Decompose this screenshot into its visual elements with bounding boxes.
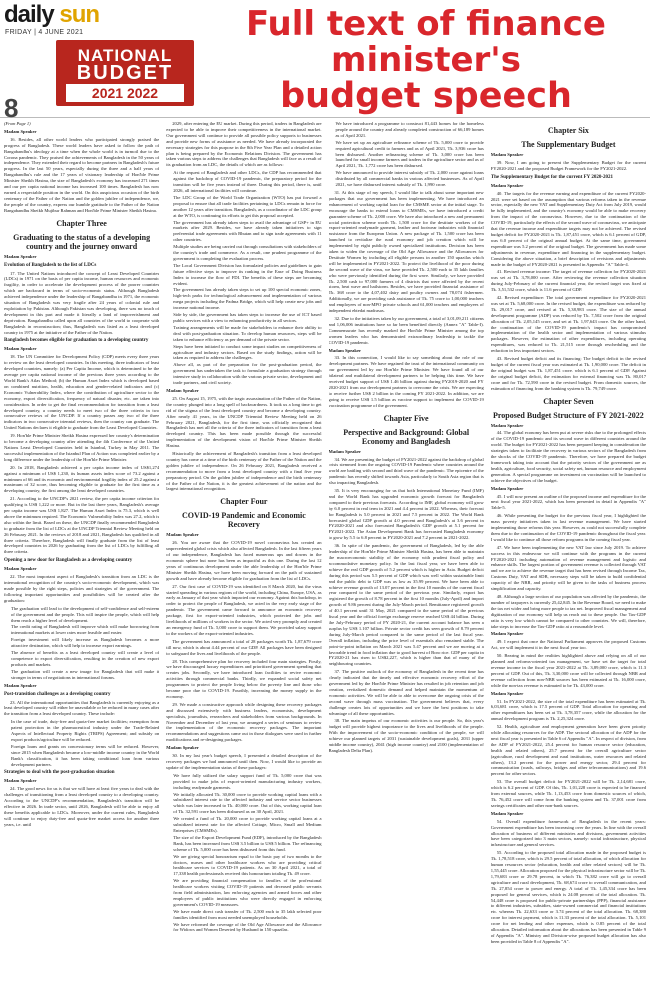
logo-sun: sun (59, 1, 100, 28)
paragraph: 32. Due to the initiatives taken by our government, a total of 3,01,09,211 citizens and 1,06,006 institutions have so far been benefited directly (Annex "A" Table-I). Commensurate has recently marked the Hon'ble Prime Minister among the top women leaders who has demonstrated extraordinary leadership to tackle the COVID-19 pandemic. (328, 316, 484, 345)
bullet-list (166, 773, 321, 934)
bullet-item: • At the request of Bangladesh and other LDCs, the CDP has recommended that against the backdrop of COVID-19 pandemic, the preparatory period for the transition will be five years instead of three. During this period, there is, until 2026, all international facilities will continue. (173, 170, 321, 194)
chapter-heading: Graduating to the status of a developing country and the journey onward (13, 232, 151, 251)
speaker-label: Madam Speaker (490, 152, 524, 157)
paragraph: 40. The targets for the revenue earning and expenditure of the current FY2020-2021 were set based on the assumption that various reforms taken in the revenue sector, especially the new VAT and Supplementary Duty Act from July 2019, would be fully implemented, and the country's economy would be able to make recovery from the impact of the coronavirus. However, due to the continuation of the COVID-19, particularly the effects of the second wave of coronavirus, we anticipate that the revenue income and expenditure targets may not be achieved. The revised budget deficit for FY2020-2021 is Tk. 1,87,451 crore, which is 6.1 percent of GDP, was 6.0 percent of the original annual budget. At the same time, government expenditure was 5.2 percent of the original budget. The government has made some adjustments in revenue, expenditure and financing in the supplementary budget. Considering the above situation, a brief description of revisions and adjustments made in the budget of FY2020-2021 is presented in Appendix "A" Table-4. (490, 190, 646, 267)
paragraph: 29. We made a constructive approach while designing these recovery packages and discussed extensively with business leaders, economists, development specialists, journalists, researchers and stakeholders from various backgrounds. In November and December of last year, we arranged a series of seminars to review the implementation of the economic recovery packages. The important recommendations and suggestions came out in those dialogues were used in further modifications and re-designing packages. (166, 701, 322, 743)
section-heading: Bangladesh becomes eligible for graduation to a developing country (4, 338, 149, 344)
chapter-heading: Chapter Seven (543, 396, 594, 406)
bullet-item: • We have made direct cash transfer of Tk. 2,500 each to 35 lakh selected poor families identified from most needed unemployed households. (173, 909, 321, 921)
paragraph: 47. We have been implementing the new VAT law since July 2019. To achieve success in this endeavour we will continue with the programs in the current FY2020-2021 including automation of revenue management and logistic and enhance skills. The largest portion of government revenue is collected through VAT and we are to achieve the revenue target that has been revised through Income Tax, Customs Duty, VAT and SDB, necessary steps will be taken to build confidential capacity of the NBR, and priority will be given to the tasks of business process simplification and capacity. (490, 544, 646, 592)
badge-national: NATIONAL (77, 46, 173, 65)
badge-year: 2021 2022 (66, 84, 184, 102)
bullet-list (329, 121, 484, 188)
bullet-item: • We have fully utilized the salary support fund of Tk. 5,000 crore that was provided to make jobs of export-oriented manufacturing industry workers, including readymade garments. (173, 773, 321, 791)
speaker-label: Madam Speaker (4, 253, 37, 259)
section-heading: Post-transition challenges as a developing country (4, 691, 111, 697)
bullet-item: • Multiple studies are being carried out through consultations with stakeholders of the country's trade and commerce. As a result, one prudent programme of the government is completing the evaluation process. (173, 244, 321, 262)
dateline: FRIDAY | 4 JUNE 2021 (5, 29, 84, 36)
bullet-item: • Training arrangements will be made for stakeholders to enhance their ability to deal with post-graduation situation. To develop human resources, steps will be taken to enhance efficiency as per demand of the private sector. (173, 325, 321, 343)
section-heading: Opening a new door for Bangladesh as a developing country (4, 558, 133, 564)
bullet-item: • We created a fund of Tk. 20,000 crore to provide working capital loans at a subsidized interest rate for the affected Cottage, Micro, Small and Medium Enterprises (CMSMEs). (173, 816, 321, 834)
paragraph: 49. I expect that once the National Parliament approves the proposed Customs Act, we will implement it in the next fiscal year too. (490, 639, 646, 651)
paragraph: 20. In 2018, Bangladesh achieved a per capita income index of US$1,274 against a minimum of US$ 1,230, its human assets index score of 73.2 against a minimum of 66 and its economic and environmental fragility index of 25.2 against a maximum of 32 score, thus becoming eligible to graduate for the first time as a developing country, the first among the least developed countries. (4, 464, 160, 494)
paragraph: 28. This comprehensive plan for recovery included four main strategies. Firstly, we have discouraged luxury expenditures and prioritized government spending that creates jobs. Secondly, we have introduced loan facilities to revive economic activities through commercial banks. Thirdly, we expanded social safety net programmes to protect the people living below the poverty line and those who became poor due to COVID-19. Fourthly, increasing the money supply in the economy. (166, 658, 322, 699)
speaker-label: Madam Speaker (166, 745, 199, 751)
bullet-list (4, 719, 159, 767)
speaker-label: Madam Speaker (166, 387, 199, 393)
column-4 (491, 121, 646, 979)
column-3 (329, 121, 484, 979)
bullet-item: • We are giving special honorarium equal to the basic pay of two months to the doctors, nurses and other healthcare workers who are providing critical healthcare services to COVID-19 patients. As on 30 April 2021, a total of 17,338 health professionals received this honorarium totaling Tk. 49 crore. (173, 854, 321, 878)
headline-line2: budget speech (280, 76, 572, 116)
chapter-heading: Chapter Three (56, 218, 107, 228)
chapter-heading: Chapter Four (220, 497, 268, 507)
chapter-heading: COVID-19 Pandemic and Economic Recovery (181, 511, 306, 530)
chapter-heading: Perspective and Background: Global Economy and Bangladesh (343, 427, 470, 446)
paragraph: 35. It is very encouraging for us that both International Monetary Fund (IMF) and the World Bank has upgraded economic growth forecast for Bangladesh compared to their previous forecasts. According to IMF, global economy will grow by 6.0 percent in real term in 2021 and 4.4 percent in 2022. Whereas, their forecast for Bangladesh is 5.0 percent in 2021 and 7.5 percent in 2022. The World Bank forecasted global GDP growth at 4.0 percent and Bangladesh's at 3.6 percent in FY2020-2021 and also forecasted Bangladesh's GDP growth at 5.1 percent for FY2021-2022. The Asian Development Bank has forecasted Bangladesh economy to grow by 5.5 to 6.8 percent in FY2020-2021 and 7.2 percent in 2021-2022. (328, 488, 484, 541)
speaker-label: Madam Speaker (4, 346, 37, 352)
bullet-item: • Foreign loans and grants on concessionary terms will be reduced. However, since 2015 when Bangladesh became a low-middle income country in the World Bank's classification, it has been taking conditional loan from various development partners. (11, 744, 159, 768)
paragraph: Historically the achievement of Bangladesh's transition from a least developed country has come at a time of the birth centenary of the Father of the Nation and the golden jubilee of independence. On 26 February 2021, Bangladesh received a recommendation to move from a least developed country with a final five year preparatory period. On the golden jubilee of independence and the birth centenary of the Father of the Nation, it is the greatest achievement of the nation and the largest international recognition. (166, 451, 322, 492)
bullet-item: • The absence of benefits as a least developed country will create a level of competence to export diversification, resulting in the creation of new export products and markets. (11, 650, 159, 668)
speaker-label: Madam Speaker (490, 182, 524, 188)
bullet-item: • We have introduced a programme to construct 81,443 homes for the homeless people around the country and already completed construction of 66,189 homes as of April 2021. (336, 121, 484, 139)
bullet-item: • The size of the Export Development Fund (EDF), introduced by the Bangladesh Bank, has been increased from US$ 3.5 billion to US$ 5 billion. The refinancing scheme of Tk. 5,000 crore has been disbursed from this fund. (173, 835, 321, 853)
bullet-item: • The LDC Group of the World Trade Organization (WTO) has put forward a proposal to ensure that all trade facilities pertaining to LDCs remain in force for another 12 years after transition. Bangladesh, as a coordinator of the LDC group at the WTO, is continuing its efforts to get this proposal accepted. (173, 195, 321, 219)
speaker-label: Madam Speaker (490, 422, 524, 428)
bullet-item: • We initially allocated Tk. 30,000 crore to provide working capital loans with a subsidized interest rate to the affected industry and service sector businesses which was later increased to Tk. 40,000 crore. Out of this, working capital loan of Tk. 32,591 crore has been disbursed as on 30 April, 2021. (173, 792, 321, 816)
chapter-heading: Chapter Six (547, 126, 589, 135)
speaker-label: Madam Speaker (4, 682, 37, 688)
speaker-label: Madam Speaker (490, 631, 524, 637)
paragraph: 38. The main impetus of our economic activities is our people. So, this year's budget will provide highest importance to the lives and livelihoods of the people. With the improvement of the socio-economic condition of the people, we will achieve our planned targets of 2031 (sustainable development goals), 2031 (upper middle income country), 2041 (high income country) and 2100 (implementation of Bangladesh Delta Plan). (328, 718, 484, 753)
paragraph: 55. According to the proposed total allocation made in the proposed budget is Tk. 1,78,518 crore, which is 29.5 percent of total allocation, of which allocation for human resources sector (education, health and other related sectors) will be Tk. 1,55,445 crore. Allocation proposed for the physical infrastructure sector will be Tk. 1,79,683 crore or 29.78 percent, in which Tk. 76,382 crore will go to overall agriculture and rural development, Tk. 68,674 crore to overall communication, and Tk. 27,854 crore to power and energy. A total of Tk. 1,45,334 crore has been proposed for general services, which is 24.08 percent of the total allocation. Tk. 54,448 crore is proposed for public-private partnerships (PPP), financial assistance to different industries, subsidies, state-owned commercial and financial institutions etc. whereas Tk. 22,633 crore or 3.74 percent of the total allocation. Tk. 68,380 crore for interest payment, which is 11.33 percent of the total allocation. Tk. 5,101 crore for net lending and other expenses, which is 0.85 percent of the total allocation. Detailed information about the allocations has been presented in Table 9 of Appendix "A". Ministry and Division-wise proposed budget allocation has also been provided in Table 8 of Appendix "A". (490, 850, 646, 944)
bullet-item: • The graduation will lead to the development of self-confidence and self-esteem of the government and the people. This will inspire the people, which will help them reach a higher level of development. (11, 606, 159, 624)
paragraph: 22. The most important aspect of Bangladesh's transition from an LDC is the international recognition of the country's socio-economic development, which was made possible by the right steps, policies and strategies of the government. The following important opportunities and possibilities will be created after the graduation: (4, 574, 160, 603)
chapter-heading: Proposed Budget Structure of FY 2021-2022 (493, 410, 644, 420)
newspaper-logo[interactable] (4, 2, 99, 28)
speaker-label: Madam Speaker (4, 566, 37, 572)
paragraph: 54. Overall expenditure framework of Bangladesh in the recent years: Government expenditure has been increasing over the years. In line with the overall allocation of business of different ministries and divisions, government activities have been categorized into 3 main sectors, namely: social infrastructure, physical infrastructure and general services. (490, 818, 646, 848)
paragraph: 27. Our first case of COVID-19 was identified on 8 March 2020, but the virus started spreading in various regions of the world, including China, Europe, USA, as early as January of that year which impacted our economy. Against this backdrop, in order to protect the people of Bangladesh, we acted in the very early stage of the pandemic. The government came forward to announce an economic recovery package, first for export-oriented industries, which protected the jobs and livelihoods of millions of workers in the sector. We acted very promptly and created an emergency fund of Tk. 5,000 crore to support them. We provided salary support to the workers of the export-oriented industries. (166, 583, 322, 636)
section-heading: Strategies to deal with the post-graduation situation (4, 770, 115, 776)
bullet-item: • Steps have been initiated to conduct some impact studies on competitiveness of agriculture and industry sectors. Based on the study findings, action will be taken as required to address the challenges. (173, 344, 321, 362)
paragraph: 39. Now, I am going to present the Supplementary Budget for the current FY2020-2021 and the proposed Budget Framework for the FY2021-2022. (490, 159, 646, 171)
page-number: 8 (4, 93, 19, 123)
bullet-item: • Above all, as part of the preparation for the post-graduation period, the government has undertaken the task to formulate a graduation strategy through intensive study in collaboration with the various private sector, development and trade partners, and civil society. (173, 362, 321, 386)
bullet-item: • We have announced to provide interest subsidy of Tk. 2,000 crore against loans distributed by all commercial banks in various affected businesses. As of April 2021, we have disbursed interest subsidy of Tk. 1,990 crore. (336, 170, 484, 188)
bullet-item: • The graduation will create a new image for Bangladesh that will make it stronger in terms of negotiations in international forums. (11, 669, 159, 681)
paragraph: 16. Besides, all other world leaders who participated strongly praised the progress of Bangladesh. These world leaders have asked to follow the path of Bangabandhu's ideology at a time when the whole world is in turmoil due to the Corona pandemic. They praised the achievements of Bangladesh in the 50 years of independence. They extended their regard to become partners in Bangladesh's future progress. In the last 50 years, especially during the three and a half years of Bangabandhu's rule and the 17 years of visionary leadership of Hon'ble Prime Minister Sheikh Hasina, the size of Bangladesh's economy has increased 271 times and our per capita national income has increased 100 times. Bangladesh has now earned a respectable position in the world. On this auspicious occasion of the birth centenary of the Father of the Nation and the golden jubilee of independence, we, the people of the country, express our humble gratitude to the Father of the Nation Bangabandhu Sheikh Mujibur Rahman and Hon'ble Prime Minister Sheikh Hasina. (4, 136, 160, 213)
bullet-item: • Foreign investment will likely increase as Bangladesh becomes a more attractive destination, which will help to increase export earnings. (11, 637, 159, 649)
paragraph: 31. At this stage of my speech, I would like to talk about some important new packages that our government has been implementing. We have introduced an enhancement of working capital loan for the CMSME sector at the initial stage. To encourage the banks to extend loans to CMSMEs, we have introduced a credit guarantee scheme of Tk. 2,000 crore. We have also introduced a new and permanent social protection scheme worth Tk. 1,500 crore for the destitute workers of the export-oriented readymade garment, leather and footwear industries with financial assistance from the European Union. A new package of Tk. 1,500 crore has been launched to revitalize the rural economy and job creation which will be implemented by eight publicly owned specialized institutions. Decision has been taken to widen the coverage of the Old Age Allowance and the Allowances for Destitute Women by including all eligible persons in another 150 upazilas which will be implemented in FY2021-2022. To protect the livelihood of the poor during the second wave of the virus, we have provided Tk. 2,500 each to 35 lakh families who were previously identified during the first wave. Similarly, we have provided Tk. 2,500 cash to 97,000 farmers of 4 districts that were affected by the recent storm, heat wave and hailstorm. Besides, we have provided financial assistance of Tk. 368 crore to the 4,07,402 dairy and poultry owners and 78,074 fishermen. Additionally, we are providing cash assistance of Tk. 75 crore to 1,00,000 teachers and employees of non-MPO private schools and 61,000 teachers and employees of independent ebtedai madrasas. (328, 189, 484, 314)
speaker-label: Madam Speaker (490, 690, 524, 696)
paragraph: The government has announced a total of 28 packages worth Tk. 1,87,679 crore till now, which is about 4.44 percent of our GDP. All packages have been designed to safeguard the lives and livelihoods of the people. (166, 638, 322, 656)
speaker-label: Madam Speaker (328, 347, 362, 353)
bullet-item: • We are providing financial compensation to families of the professional healthcare workers visiting COVID-19 patients and deceased public servants from field administration, law enforcing agencies and armed forces and other employees of public institutions who were directly engaged in enforcing government's COVID-19 measures. (173, 878, 321, 908)
paragraph: 41. Revised revenue income: The target of revenue collection for FY2020-2021 was set at Tk. 3,78,000 crore. After reviewing the revenue collection situation during July-February of the current financial year, the revised target was fixed at Tk. 3,51,532 crore, which is 11.6 percent of GDP. (490, 269, 646, 293)
column-2 (166, 121, 321, 979)
bullet-item: • The credit rating of Bangladesh will improve which will make borrowing from international markets at lower rates more feasible and easier. (11, 624, 159, 636)
bullet-item: • We have reformed the coverage of the Old Age Allowance and the Allowance for Widows and Women Deserted by Husband in 150 upazilas. (173, 922, 321, 934)
speaker-label: Madam Speaker (490, 485, 524, 491)
badge-budget: BUDGET (76, 62, 174, 84)
bullet-item: • In the case of trade, duty-free and quota-free market facilities; exemption from patent protection in the pharmaceutical industry under the Trade-Related Aspects of Intellectual Property Rights (TRIPS) Agreement; and subsidy on export products/agriculture will be reduced. (11, 719, 159, 743)
continuation-note: (From Page 1) (4, 121, 31, 126)
speaker-label: Madam Speaker (490, 810, 524, 816)
section-heading: The Supplementary Budget for the current FY 2020-2021 (490, 174, 614, 180)
paragraph: 24. The good news for us is that we will have at least five years to deal with the challenges of transitioning from a least developed country to a developing country. According to the UNCDP's recommendation, Bangladesh's transition will be effective in 2026. In trade sector, until 2026, Bangladesh will be able to enjoy all these benefits applicable to LDCs. Moreover, under the current rules, Bangladesh will continue to enjoy duty-free and quota-free market access for another three years, i.e. until (4, 786, 160, 827)
paragraph: 17. The United Nations introduced the concept of Least Developed Countries (LDCs) in 1971 on the basis of per capita income, human resources and economic fragility, in order to accelerate the development process of the poorer countries which are backward in terms of socio-economic status. Although Bangladesh achieved independence under the leadership of Bangabandhu in 1971, the economic situation of Bangladesh was very fragile after 24 years of colonial rule and exploitation by Pakistan. Although Pakistan was developing, there was no touch of development in this part and made it literally a land of impoverishment and deprivation. Bangabandhu called upon all countries of the world to cooperate with Bangladesh in reconstruction; thus, Bangladesh was listed as a least developed country in 1975 at the initiative of the Father of the Nation. (4, 270, 160, 335)
bullet-item: • The government has already taken steps to avail the advantage of GSP+ in EU markets after 2029. Besides, we have already taken initiatives to sign preferential trade agreements with Bhutan and to sign trade agreements with 11 other countries. (173, 220, 321, 244)
paragraph: 18. The UN Committee for Development Policy (CDP) meets every three years to review on the least developed countries. In this meeting, three indicators of least developed countries, namely: (a) Per Capita Income, which is determined to be the average per capita national income of the previous three years according to the World Bank's Atlas Method; (b) the Human Asset Index which is developed based on combined nutrition, health, education and gender-related indicators and (c) Economic Vulnerability Index, where the contribution of agriculture sector to the economy, export diversification, frequency of natural disaster, etc. are taken into consideration. In order to get the final recommendation for transition from a least developed country, a country needs to meet two of the three criteria in two consecutive reviews of the UNCDP. If a country passes any two of the three indicators in two consecutive triennial reviews, then the country can graduate. The United Nations declares it eligible to graduate from the Least Developed Countries. (4, 354, 160, 431)
paragraph: 44. The global economy has been put at severe risks due to the prolonged effects of the COVID-19 pandemic and its second wave in different countries around the world. The budget for FY2021-2022 has been prepared keeping in consideration the strategies taken to facilitate the recovery in various sectors of the Bangladesh from the shocks of the COVID-19 pandemic. Therefore, we have prepared the budget framework taking into account that the priority sectors of the government are as health, agriculture, food security, social safety net, human resource and employment generation. A special programme on investment on vaccination will be launched to achieve the objectives of the budget. (490, 430, 646, 483)
paragraph: 33. In this connection, I would like to say something about the role of our development partners. We have regained the trust of the international community on our government led by our Hon'ble Prime Minister. We have found all of our bilateral and multilateral development partners to be helping this time. We have received budget support of US$ 1.46 billion against during FY2019-2020 and FY 2020-2021 from our development partners to overcome the crisis. We are expecting to receive further US$ 2 billion in the coming FY 2021-2022. In addition, we are going to receive US$ 1.5 billion as vaccine support to implement the COVID-19 vaccination programme of the government. (328, 355, 484, 408)
logo-daily: daily (4, 1, 54, 28)
article-body (4, 121, 646, 979)
paragraph: 36. In spite of the pandemic, the government of Bangladesh, led by the able leadership of the Hon'ble Prime Minister Sheikh Hasina, has been able to maintain the macroeconomic stability of the economy with prudent fiscal policy and accommodative monetary policy. In the last fiscal year, we have been able to achieve the real GDP growth of 5.2 percent which is higher in Asia. Budget deficit during this period was 5.5 percent of GDP which was well within sustainable limit and the public debt to GDP was as low as 35.99 percent. We have been able to achieve revenue growth of 13.07 percent in the first 10 months of the current fiscal year compared to the same period of the previous year. Similarly, export has registered the growth of 8.78 percent in the first 10 months (July-April) and import growth of 9.86 percent during the July-March period. Remittance registered growth of 40.1 percent until 31 May, 2021 compared to the same period of the previous fiscal year and the official foreign exchange reserve reached US$ 44 billion. During the July-February period of FY 2020-21, the current account balance has seen a surplus by US$ 1.107 billion. Private sector credit has seen growth of 8.79 percent during July-March period compared to the same period of the last fiscal year. Overall inflation, including the price level of essentials also remained stable. The point-to-point inflation on March 2021 was 5.47 percent and we are moving at a favorable trend in food inflation due to good harvest of Boro rice. GDP per capita in FY2020-21 has risen to US$2,227, which is higher than that of many of the neighbouring countries. (328, 543, 484, 667)
paragraph: 45. I will now present an outline of the proposed income and expenditure for the next fiscal year 2021-2022, which has been presented in detail in Appendix "A" Table-5. (490, 493, 646, 511)
masthead (0, 0, 650, 123)
paragraph: 51. In FY2021-2022, the size of the total expenditure has been estimated at Tk. 6,03,681 crore, which is 17.5 percent of GDP. Total allocation for operating and other expenditures has been set at Tk. 3,78,357 crore, while the allocation for the annual development program is Tk. 2,25,324 crore. (490, 698, 646, 722)
paragraph: 52. Health, agriculture and employment generation have been given priority while allocating resources for the ADP. The sectoral allocation of the ADP for the next fiscal year is presented in Table 6 of Appendix "A". In respect of division, from the ADP of FY2021-2022, 25.4 percent for human resource sector (education, health and related others), 25.7 percent for the overall agriculture sector (agriculture, rural development and rural institutions, water resources and related others), 13.2 percent for the power and energy sector, 29.4 percent for communication (roads, railways, bridges and other telecommunications) and 19.6 percent for other sectors. (490, 724, 646, 777)
bullet-item: • The government has already taken steps to set up 100 special economic zones, high-tech parks for technological advancement and implementation of various mega projects including the Padma Bridge, which will help create new jobs and increase national income. (173, 287, 321, 311)
paragraph: 23. All the international opportunities that Bangladesh is currently enjoying as a least developed country will either be unavailable or be reduced in many cases after the transition from a least developed country. These include: (4, 699, 160, 717)
bullet-list (4, 606, 159, 681)
chapter-heading: Chapter Five (383, 413, 429, 423)
bullet-item: • We have set up an agriculture refinance scheme of Tk. 5,000 crore to provide required agricultural credit to farmers and as of April 2021, Tk. 3,936 crore has been disbursed. Another refinancing scheme of Tk. 3,000 crore has been launched for small income farmers and traders in the agriculture sector and as of April 2021, Tk. 1,772 crore has been disbursed. (336, 140, 484, 170)
budget-badge (56, 40, 194, 106)
paragraph: 42. Revised expenditure: The total government expenditure for FY2020-2021 was set at Tk. 5,68,000 crore. In the revised budget, the expenditure was reduced by Tk. 29,017 crore, and revised at Tk. 5,38,983 crore. The size of the annual development programme (ADP) was reduced by Tk. 7,502 crore from the original allocation of Tk. 2,05,145 crore, and set at Tk. 1,97,643 crore. On the other hand, the continuation of the COVID-19 pandemic's impact has compromised implementation of the health sector and implementation of various stimulus packages. However, the estimation of other expenditures, including operating expenditures, was reduced to Tk. 21,515 crore through rescheduling and the reduction in less important sectors. (490, 295, 646, 354)
headline-line1: Full text of finance minister's (246, 4, 606, 80)
headline (206, 6, 646, 114)
speaker-label: Madam Speaker (4, 778, 37, 784)
speaker-label: Madam Speaker (166, 532, 199, 538)
speaker-label: Madam Speaker (328, 448, 362, 454)
paragraph: 21. According to the UNCDP's 2021 review, the per capita income criterion for qualifying is US$ 1,222 or more. But in the last three years, Bangladesh's average per capita income was US$ 1,827. The Human Asset Index is 75.3, which is well above the minimum required. The Economic Vulnerability Index was 27.2, which is also within the limit. Based on these, the UNCDP finally recommended Bangladesh to graduate from the list of LDCs at the UNCDP Triennial Review Meeting held on 26 February 2021. In the reviews of 2018 and 2021, Bangladesh has qualified in all three criteria. Therefore, Bangladesh will finally graduate from the list of least developed countries in 2026 by graduating from the list of LDCs by fulfilling all three criteria. (4, 496, 160, 555)
paragraph: 19. Hon'ble Prime Minister Sheikh Hasina expressed her country's determination to become a developing country after attending the 4th Conference of the United Nations Least Developed Countries held in Istanbul, Turkey in May 2011. The successful implementation of the Istanbul Plan of Action was completed earlier by a long difference under the leadership of the Hon'ble Prime Minister. (4, 433, 160, 462)
paragraph: 2029, after entering the EU market. During this period, traders in Bangladesh are expected to be able to improve their competitiveness in the international market. Our government will continue to provide all possible policy supports to businesses and provide new forms of assistance as needed. We have already incorporated the necessary strategies for this purpose in the 8th Five Year Plan and a detailed action plan is being prepared by the Economic Relations Division. The government has taken various steps to address the challenges that Bangladesh will face as a result of its graduation from an LDC, the details of which are as follows: (166, 121, 322, 168)
column-1 (4, 121, 159, 979)
paragraph: 43. Revised budget deficit and its financing: The budget deficit in the revised budget of the current fiscal year was estimated at Tk. 1,90,000 crore. The deficit in the original budget was Tk. 1,87,451 crore. which is 6.1 percent of GDP. Against the original budget deficit, the estimation for external financing was Tk. 80,017 crore and for Tk. 72,590 crore in the revised budget. From domestic sources, the estimation of financing from the banking system is Tk. 79,749 crore. (490, 356, 646, 391)
paragraph: 30. In my last year's budget speech, I presented a detailed description of the recovery packages we had announced until then. Now, I would like to provide an update of the implementation status of these packages: (166, 753, 322, 770)
paragraph: 46. While presenting the budget for the previous fiscal year, I highlighted the mass poverty initiatives taken in last revenue management. We have started implementing those reforms this year. However, as could not successfully complete them due to the continuation of the COVID-19 pandemic throughout the fiscal year. I would like to continue all those reform programs in the coming fiscal year. (490, 513, 646, 542)
paragraph: 34. We are presenting the budget of FY2021-2022 against the backdrop of global crisis stemmed from the ongoing COVID-19 Pandemic where countries around the world are battling with second and third wave of the pandemic. The epicentre of the pandemic has recently shifted towards Asia, particularly to South Asia region that is also impacting Bangladesh. (328, 456, 484, 486)
paragraph: 37. The positive outlook of the economy of Bangladesh in the recent time has clearly indicated that the timely and effective economic recovery effort of the government led by the Hon'ble Prime Minister has resulted in job retention and job creation, revitalized domestic demand and helped maintain the momentum of economic activities. We will be able to able to overcome the ongoing crisis of the second wave through mass vaccination. The government believes that, every challenge creates lots of opportunities and we have the best positions to take advantage of all these opportunities. (328, 669, 484, 716)
section-heading: Evolution of Bangladesh to the list of LDCs (4, 262, 97, 268)
paragraph: 26. You are aware that the COVID-19 novel coronavirus has created an unprecedented global crisis which also affected Bangladesh. In the last fifteen years of our independence, Bangladesh has faced numerous ups and downs in the economic sphere but none has been as impactful as this one. During the last 12 years of continuous development under the able leadership of the Hon'ble Prime Minister Sheikh Hasina, we have been moving forward on the path of sustained growth and have already become eligible for graduation from the list of LDCs. (166, 540, 322, 581)
paragraph: 48. Although a large section of our population was affected by the pandemic, the number of taxpayers is currently 25,42,845. In the Revenue Board, we need to make the tax net wider and bring more people to tax net. Improved fiscal management and digitization of our economy will help us reach out to these people. Our Tax-GDP ratio is very low which cannot be compared to other countries. We will, therefore, take steps to increase the Tax-GDP ratio at a reasonable level. (490, 594, 646, 629)
paragraph: 53. The overall budget deficit for FY2021-2022 will be Tk. 2,14,681 crore, which is 6.2 percent of GDP. Of this, Tk. 1,01,228 crore is expected to be financed from external sources, while Tk. 1,13,453 crore from domestic sources of which, Tk. 76,452 crore will come from the banking system and Tk. 37,001 crore from savings certificates and other non-bank sources. (490, 779, 646, 808)
speaker-label: Madam Speaker (4, 128, 37, 134)
bullet-list (166, 170, 321, 386)
chapter-heading: The Supplementary Budget (521, 140, 616, 149)
paragraph: 25. On August 15, 1975, with the tragic assassination of the Father of the Nation, the country plunged into a long spell of backwardness. It took us a long time to get rid of the stigma of the least developed country and become a developing country. After nearly 41 years, in the UNCDP Triennial Review Meeting held on 26 February 2021, Bangladesh, for the first time, was officially recognized that Bangladesh has met all the criteria of the three indicators of transition from a least developed country. This has been made possible through the successful implementation of the development vision of Hon'ble Prime Minister Sheikh Hasina. (166, 395, 322, 449)
paragraph: 50. Bearing in mind the realities highlighted above and relying on all of our planned and reforms-oriented tax management, we have set the target for total revenue income in the fiscal year 2021-2022 at Tk. 3,89,000 crore, which is 11.3 percent of GDP. Out of this, Tk. 3,30,000 crore will be collected through NBR and revenue collection from non-NBR sources has been estimated at Tk. 16,000 crore, while the non-tax revenue is estimated to be Tk. 43,000 crore. (490, 653, 646, 688)
bullet-item: • The Local Government Division has formulated policies and guidelines to gain future effective steps to improve its ranking in the Ease of Doing Business Index to increase the flow of FDI. The benefits of these steps are becoming evident. (173, 263, 321, 287)
bullet-item: • Side by side, the government has taken steps to increase the use of ICT based public services with a view to enhancing productivity in all sectors. (173, 312, 321, 324)
